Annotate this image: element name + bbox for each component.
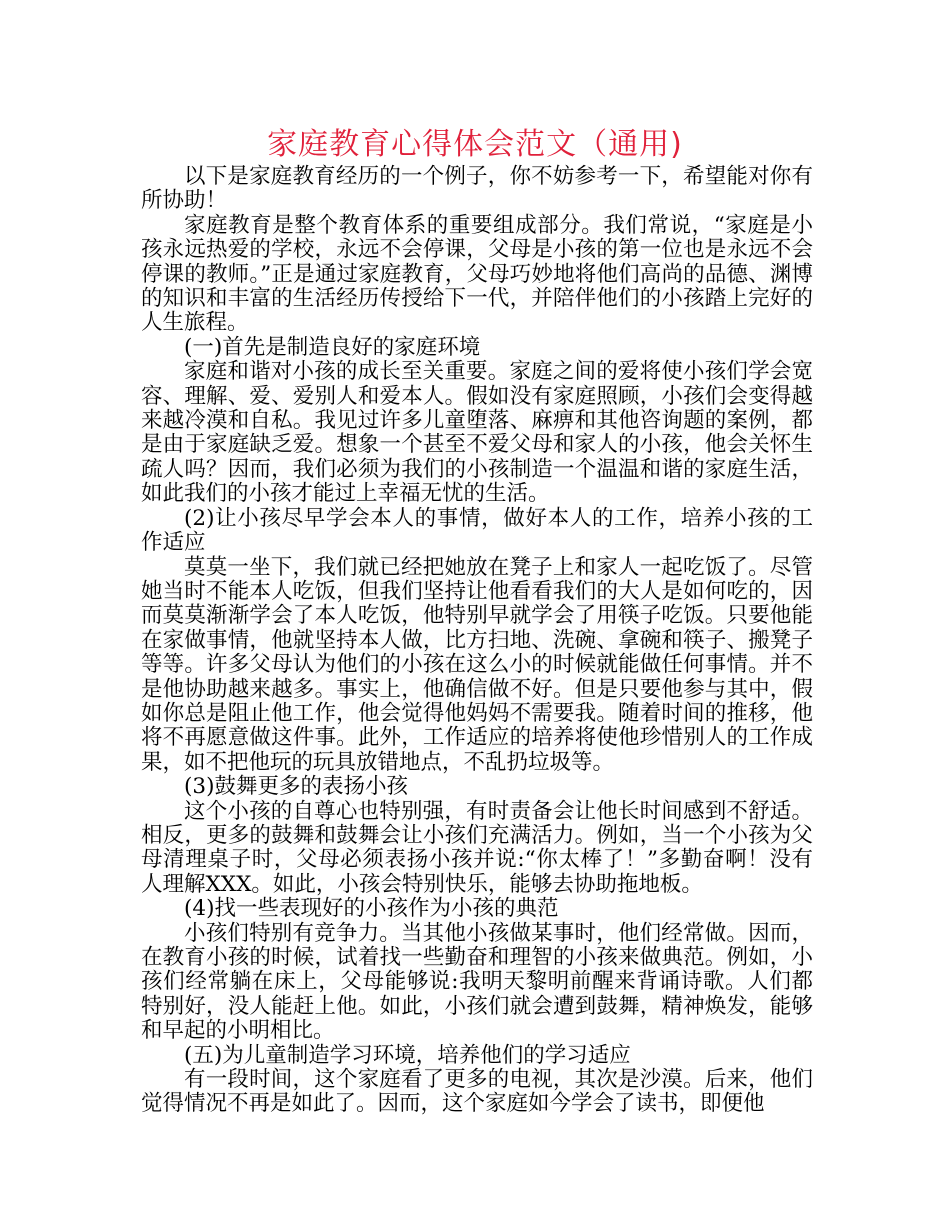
paragraph-role-models: 小孩们特别有竞争力。当其他小孩做某事时，他们经常做。因而，在教育小孩的时候，试着找一些勤奋和理智的小孩来做典范。例如，小孩们经常躺在床上，父母能够说:我明天黎明前醒来背诵诗歌。人们都特别好，没人能赶上他。如此，小孩们就会遭到鼓舞，精神焕发，能够和早起的小明相比。 xyxy=(141,920,813,1044)
document-title: 家庭教育心得体会范文（通用) xyxy=(267,127,683,162)
section-heading-5: (五)为儿童制造学习环境，培养他们的学习适应 xyxy=(184,1042,631,1068)
paragraph-praise: 这个小孩的自尊心也特别强，有时责备会让他长时间感到不舒适。相反，更多的鼓舞和鼓舞会让小孩们充满活力。例如，当一个小孩为父母清理桌子时，父母必须表扬小孩并说:“你太棒了！”多勤奋啊！没有人理解XXX。如此，小孩会特别快乐，能够去协助拖地板。 xyxy=(141,798,813,897)
section-heading-1: (一)首先是制造良好的家庭环境 xyxy=(184,334,481,360)
section-heading-4: (4)找一些表现好的小孩作为小孩的典范 xyxy=(184,896,559,922)
paragraph-work-habits: 莫莫一坐下，我们就已经把她放在凳子上和家人一起吃饭了。尽管她当时不能本人吃饭，但我们坚持让他看看我们的大人是如何吃的，因而莫莫渐渐学会了本人吃饭，他特别早就学会了用筷子吃饭。只要他能在家做事情，他就坚持本人做，比方扫地、洗碗、拿碗和筷子、搬凳子等等。许多父母认为他们的小孩在这么小的时候就能做任何事情。并不是他协助越来越多。事实上，他确信做不好。但是只要他参与其中，假如你总是阻止他工作，他会觉得他妈妈不需要我。随着时间的推移，他将不再愿意做这件事。此外，工作适应的培养将使他珍惜别人的工作成果，如不把他玩的玩具放错地点，不乱扔垃圾等。 xyxy=(141,554,813,775)
paragraph-learning-environment: 有一段时间，这个家庭看了更多的电视，其次是沙漠。后来，他们觉得情况不再是如此了。因而，这个家庭如今学会了读书，即便他 xyxy=(141,1067,813,1117)
document-body xyxy=(141,165,813,1117)
paragraph-overview: 家庭教育是整个教育体系的重要组成部分。我们常说，“家庭是小孩永远热爱的学校，永远不会停课，父母是小孩的第一位也是永远不会停课的教师。”正是通过家庭教育，父母巧妙地将他们高尚的品德、渊博的知识和丰富的生活经历传授给下一代，并陪伴他们的小孩踏上完好的人生旅程。 xyxy=(141,212,813,336)
section-heading-2: (2)让小孩尽早学会本人的事情，做好本人的工作，培养小孩的工作适应 xyxy=(141,505,813,556)
paragraph-intro: 以下是家庭教育经历的一个例子，你不妨参考一下，希望能对你有所协助！ xyxy=(141,164,813,214)
paragraph-family-harmony: 家庭和谐对小孩的成长至关重要。家庭之间的爱将使小孩们学会宽容、理解、爱、爱别人和爱本人。假如没有家庭照顾，小孩们会变得越来越冷漠和自私。我见过许多儿童堕落、麻痹和其他咨询题的案例，都是由于家庭缺乏爱。想象一个甚至不爱父母和家人的小孩，他会关怀生疏人吗？因而，我们必须为我们的小孩制造一个温温和谐的家庭生活，如此我们的小孩才能过上幸福无忧的生活。 xyxy=(141,359,813,507)
section-heading-3: (3)鼓舞更多的表扬小孩 xyxy=(184,774,408,800)
